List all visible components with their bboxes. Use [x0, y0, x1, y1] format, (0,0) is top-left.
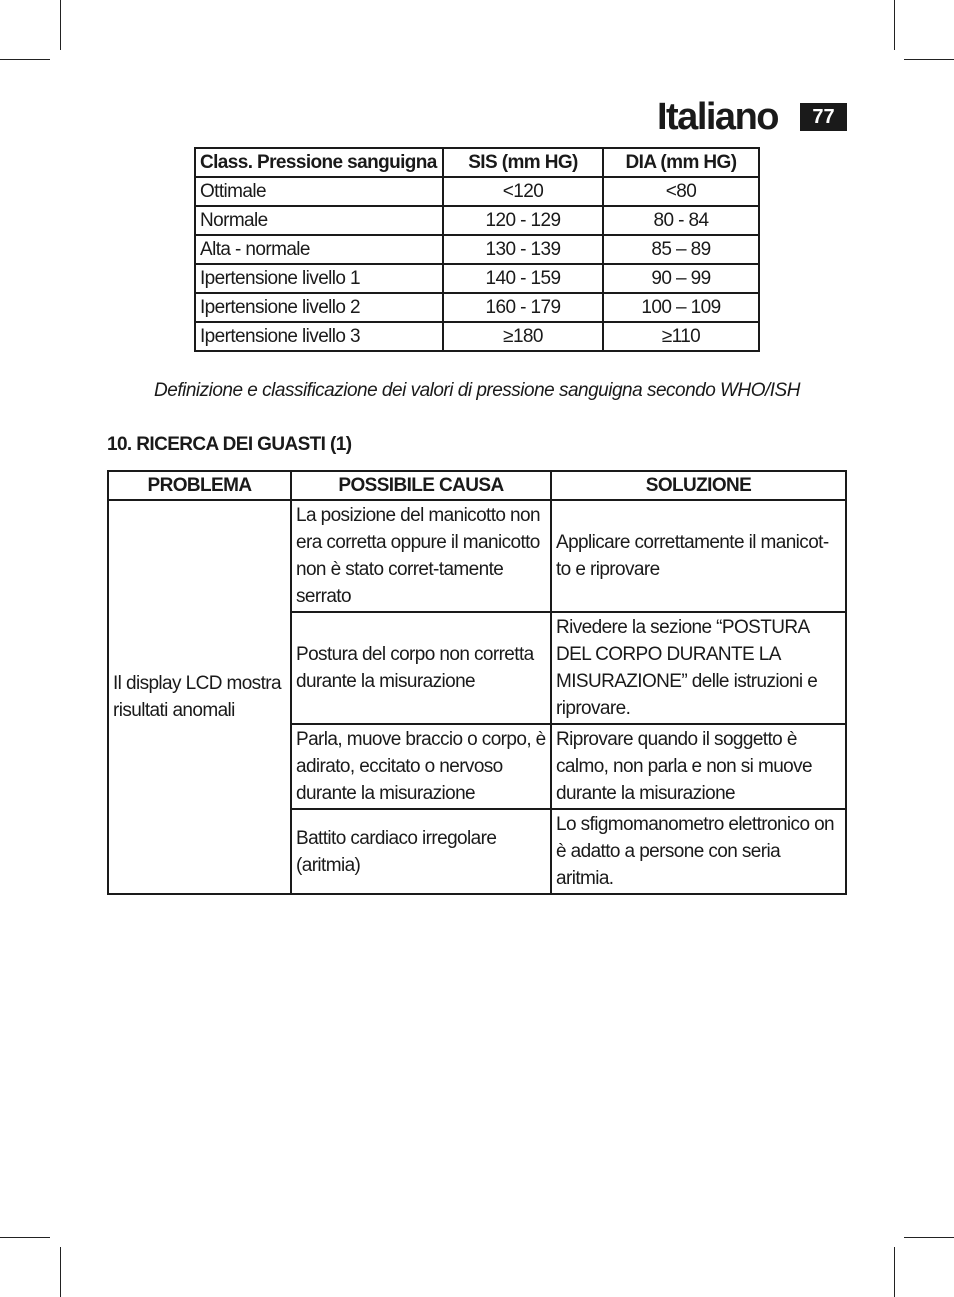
table-row [195, 293, 759, 322]
table-cell: 85 – 89 [603, 235, 759, 264]
column-header: SOLUZIONE [551, 471, 846, 500]
crop-mark [60, 0, 61, 50]
page-number: 77 [800, 103, 847, 131]
table-row [195, 264, 759, 293]
table-cell: 130 - 139 [443, 235, 603, 264]
blood-pressure-table [194, 147, 760, 352]
solution-cell: Riprovare quando il soggetto è calmo, non parla e non si muove durante la misurazione [551, 724, 846, 809]
solution-cell: Applicare correttamente il manicot-to e riprovare [551, 500, 846, 612]
crop-mark [904, 59, 954, 60]
solution-cell: Lo sfigmomanometro elettronico on è adatto a persone con seria aritmia. [551, 809, 846, 894]
table-cell: 100 – 109 [603, 293, 759, 322]
table-cell: <80 [603, 177, 759, 206]
solution-cell: Rivedere la sezione “POSTURA DEL CORPO DURANTE LA MISURAZIONE” delle istruzioni e riprovare. [551, 612, 846, 724]
table-cell: 90 – 99 [603, 264, 759, 293]
crop-mark [0, 59, 50, 60]
table-cell: ≥180 [443, 322, 603, 351]
table-cell: 120 - 129 [443, 206, 603, 235]
troubleshooting-table [107, 470, 847, 895]
table-cell: 140 - 159 [443, 264, 603, 293]
table-cell: 80 - 84 [603, 206, 759, 235]
crop-mark [0, 1237, 50, 1238]
cause-cell: La posizione del manicotto non era corretta oppure il manicotto non è stato corret-tamente serrato [291, 500, 551, 612]
table-cell: Ipertensione livello 3 [195, 322, 443, 351]
column-header: SIS (mm HG) [443, 148, 603, 177]
problem-cell: Il display LCD mostra risultati anomali [108, 500, 291, 894]
table-row [195, 235, 759, 264]
table-cell: Ipertensione livello 2 [195, 293, 443, 322]
table-cell: Ipertensione livello 1 [195, 264, 443, 293]
column-header: Class. Pressione sanguigna [195, 148, 443, 177]
crop-mark [60, 1247, 61, 1297]
table-cell: <120 [443, 177, 603, 206]
table-cell: ≥110 [603, 322, 759, 351]
cause-cell: Battito cardiaco irregolare (aritmia) [291, 809, 551, 894]
table-cell: Alta - normale [195, 235, 443, 264]
table-row [108, 500, 846, 612]
language-header: Italiano [656, 96, 778, 138]
table-caption: Definizione e classificazione dei valori di pressione sanguigna secondo WHO/ISH [154, 380, 800, 401]
column-header: PROBLEMA [108, 471, 291, 500]
table-header-row [195, 148, 759, 177]
cause-cell: Postura del corpo non corretta durante la misurazione [291, 612, 551, 724]
table-row [195, 322, 759, 351]
table-cell: Normale [195, 206, 443, 235]
column-header: DIA (mm HG) [603, 148, 759, 177]
table-row [195, 206, 759, 235]
table-header-row [108, 471, 846, 500]
table-row [195, 177, 759, 206]
crop-mark [894, 1247, 895, 1297]
crop-mark [904, 1237, 954, 1238]
cause-cell: Parla, muove braccio o corpo, è adirato, eccitato o nervoso durante la misurazione [291, 724, 551, 809]
crop-mark [894, 0, 895, 50]
column-header: POSSIBILE CAUSA [291, 471, 551, 500]
table-cell: Ottimale [195, 177, 443, 206]
section-heading: 10. RICERCA DEI GUASTI (1) [107, 434, 352, 455]
table-cell: 160 - 179 [443, 293, 603, 322]
